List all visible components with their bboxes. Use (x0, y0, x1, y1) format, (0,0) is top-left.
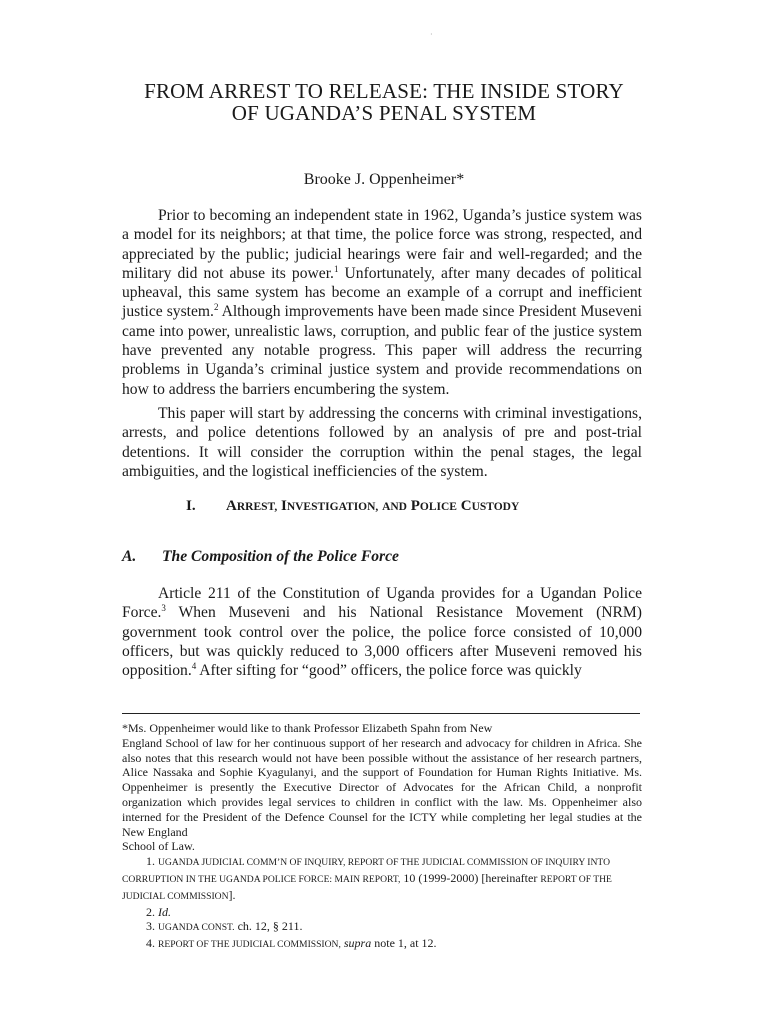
footnotes (122, 721, 642, 953)
paragraph-text: Unfortunately, after many decades of political upheaval, this same system has become an example of a corrupt and inefficient justice system. (122, 264, 642, 321)
footnote-ref-3[interactable]: 3 (161, 603, 166, 614)
title-line-2: OF UGANDA’S PENAL SYSTEM (231, 101, 537, 125)
paragraph-text: Prior to becoming an independent state in 1962, Uganda’s justice system was a model for its neighbors; at that time, the police force was strong, respected, and appreciated by the public; judicial hearings were fair and well-regarded; and the military did not abuse its power. (122, 207, 642, 282)
footnote-3: 3. UGANDA CONST. ch. 12, § 211. (146, 919, 303, 934)
paragraph-outline: This paper will start by addressing the concerns with criminal investigations, arrests, and police detentions followed by an analysis of pre and post-trial detentions. It will consider the corruption within the penal stages, the legal ambiguities, and the logistical inefficiencies of the system. (122, 405, 642, 480)
footnote-ref-4[interactable]: 4 (191, 661, 197, 671)
subsection-title: The Composition of the Police Force (162, 548, 399, 565)
author-footnote: *Ms. Oppenheimer would like to thank Professor Elizabeth Spahn from New England School of law for her continuous support of her research and advocacy for children in Africa. She also notes that this research would not have been possible without the assistance of her research partners, Alice Nassaka and Sophie Kyagulanyi, and the support of Foundation for Human Rights Initiative. Ms. Oppenheimer is presently the Executive Director of Advocates for the African Child, a nonprofit organization which provides legal services to children in conflict with the law. Ms. Oppenheimer also interned for the President of the Defence Counsel for the ICTY while completing her legal studies at the New England School of Law. (122, 721, 642, 854)
subsection-letter: A. (122, 548, 137, 565)
author-byline: Brooke J. Oppenheimer* (303, 171, 465, 188)
paragraph-intro (122, 206, 642, 399)
footnote-1: 1. UGANDA JUDICIAL COMM’N OF INQUIRY, REPORT OF THE JUDICIAL COMMISSION OF INQUIRY INTO CORRUPTION IN THE UGANDA POLICE FORCE: MAIN REPORT, 10 (1999-2000) [hereinafter REPORT OF THE JUDICIAL COMMISSION]. (122, 854, 612, 902)
paragraph-text: After sifting for “good” officers, the police force was quickly (196, 662, 582, 680)
footnote-ref-1[interactable]: 1 (333, 263, 339, 274)
paragraph-police-force (122, 584, 642, 680)
footnote-divider (122, 713, 640, 714)
footnote-ref-2[interactable]: 2 (213, 302, 219, 313)
title-line-1: FROM ARREST TO RELEASE: THE INSIDE STORY (144, 79, 624, 103)
section-heading: I. ARREST, INVESTIGATION, AND POLICE CUSTODY (186, 498, 520, 514)
footnote-4: 4. REPORT OF THE JUDICIAL COMMISSION, supra note 1, at 12. (146, 936, 437, 951)
section-number: I. (186, 498, 196, 514)
paragraph-text: Although improvements have been made since President Museveni came into power, unrealistic laws, corruption, and public fear of the justice system have prevented any notable progress. This paper will address the recurring problems in Uganda’s criminal justice system and provide recommendations on how to address the barriers encumbering the system. (122, 303, 642, 398)
subsection-heading (122, 547, 642, 566)
footnote-2: 2. Id. (146, 904, 171, 919)
article-title (110, 80, 658, 124)
paragraph-text: Article 211 of the Constitution of Uganda provides for a Ugandan Police Force. (122, 585, 642, 622)
scan-speck: · (430, 30, 433, 39)
paragraph-text: When Museveni and his National Resistance Movement (NRM) government took control over the police, the police force consisted of 10,000 officers, but was quickly reduced to 3,000 officers after Museveni removed his opposition. (122, 604, 642, 680)
